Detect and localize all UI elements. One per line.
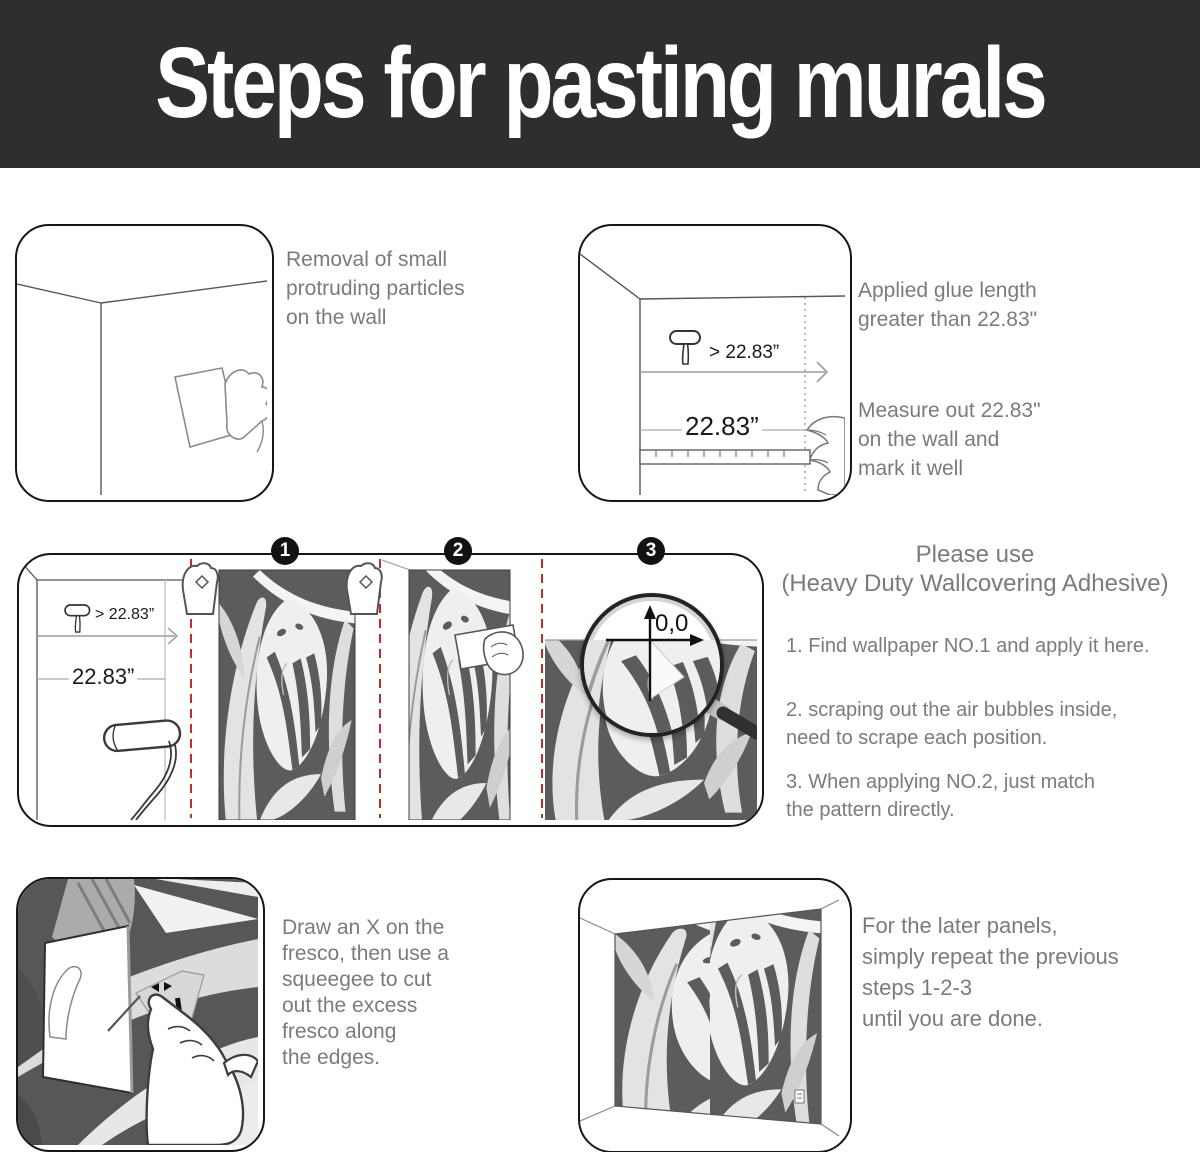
hand-icon <box>347 563 382 614</box>
instruction-line: 1. Find wallpaper NO.1 and apply it here. <box>786 635 1150 657</box>
wallpaper-strip-1 <box>219 570 355 820</box>
caption-trim <box>282 915 449 1071</box>
squeegee-icon <box>455 625 523 675</box>
caption-line: mark it well <box>858 457 964 480</box>
step-badge-3: 3 <box>637 537 665 565</box>
hand-icon <box>225 370 267 452</box>
origin-label: 0,0 <box>655 610 689 637</box>
caption-line: greater than 22.83" <box>858 308 1038 331</box>
adhesive-note-title: Please use <box>915 541 1035 568</box>
header-banner <box>0 0 1200 168</box>
hand-icon <box>183 563 218 614</box>
caption-line: squeegee to cut <box>282 968 432 991</box>
finished-wall-illustration <box>580 880 845 1146</box>
trim-illustration <box>18 879 258 1145</box>
caption-line: the edges. <box>282 1046 381 1069</box>
glue-length-label: > 22.83” <box>706 342 782 364</box>
caption-line: protruding particles <box>286 277 465 300</box>
paint-roller-icon <box>103 719 181 820</box>
page-title: Steps for pasting murals <box>155 27 1045 139</box>
caption-measure <box>858 396 1041 483</box>
wallpaper-strip-2 <box>385 556 520 820</box>
instruction-line: 2. scraping out the air bubbles inside, <box>786 699 1118 721</box>
glue-direction-arrow <box>640 362 827 382</box>
instruction-line: need to scrape each position. <box>786 727 1048 749</box>
caption-line: Removal of small <box>286 248 448 271</box>
caption-line: For the later panels, <box>862 913 1058 938</box>
instruction-line: 3. When applying NO.2, just match <box>786 771 1096 793</box>
panel-trim <box>16 877 265 1152</box>
caption-line: fresco, then use a <box>282 942 449 965</box>
caption-line: Measure out 22.83" <box>858 399 1041 422</box>
outlet-icon <box>795 1090 804 1103</box>
glue-direction-arrow <box>37 628 177 644</box>
glue-length-label: > 22.83” <box>92 606 157 624</box>
caption-line: Applied glue length <box>858 279 1037 302</box>
caption-wall-prep <box>286 245 465 332</box>
ruler-icon <box>640 450 810 464</box>
mural-wall <box>615 880 821 1137</box>
caption-line: steps 1-2-3 <box>862 975 973 1000</box>
origin-axes-icon <box>584 597 720 733</box>
glue-roller-icon <box>670 331 700 364</box>
glue-roller-icon <box>65 605 90 632</box>
caption-line: out the excess <box>282 994 418 1017</box>
magnifier-icon <box>580 593 724 737</box>
caption-repeat <box>862 910 1119 1034</box>
caption-line: on the wall and <box>858 428 1000 451</box>
instruction-3 <box>786 768 1095 824</box>
panel-wall-prep <box>15 224 274 502</box>
measure-length-label: 22.83” <box>69 664 137 690</box>
adhesive-note-subtitle: (Heavy Duty Wallcovering Adhesive) <box>781 570 1169 597</box>
fresco-sheet <box>43 926 132 1093</box>
panel-repeat <box>578 878 852 1152</box>
panel-apply-steps <box>17 553 764 827</box>
instruction-1 <box>786 632 1150 660</box>
step-badge-2: 2 <box>444 537 472 565</box>
caption-line: Draw an X on the <box>282 916 445 939</box>
caption-line: simply repeat the previous <box>862 944 1119 969</box>
caption-glue-length <box>858 276 1037 334</box>
instruction-line: the pattern directly. <box>786 799 955 821</box>
instruction-2 <box>786 696 1117 752</box>
hand-icon <box>807 417 845 495</box>
caption-line: on the wall <box>286 306 387 329</box>
caption-line: until you are done. <box>862 1006 1044 1031</box>
wall-corner-illustration <box>17 226 267 495</box>
step-badge-1: 1 <box>271 537 299 565</box>
caption-line: fresco along <box>282 1020 397 1043</box>
measure-length-label: 22.83” <box>682 411 762 442</box>
